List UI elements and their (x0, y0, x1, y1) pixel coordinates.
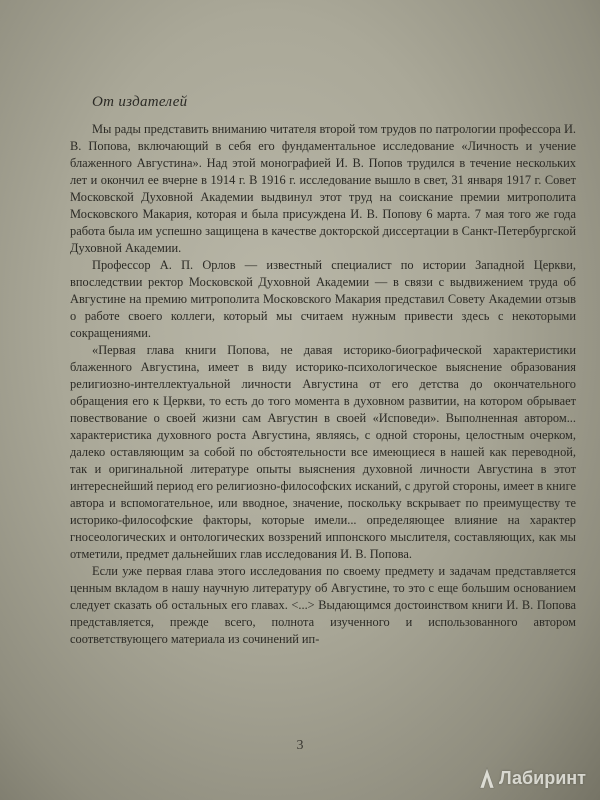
page-content (70, 94, 576, 648)
section-heading: От издателей (92, 94, 188, 110)
paragraph: Профессор А. П. Орлов — известный специалист по истории Западной Церкви, впоследствии ректор Московской Духовной Академии — в связи с выдвижением труда об Августине на премию митрополита Московского Макария представил Совету Академии отзыв о работе своего коллеги, который мы считаем нужным привести здесь с некоторыми сокращениями. (70, 258, 576, 340)
paragraph: «Первая глава книги Попова, не давая историко-биографической характеристики блаженного Августина, имеет в виду историко-психологическое выяснение образования религиозно-интеллектуальной личности Августина от его детства до окончательного обращения его к Церкви, то есть до того момента в духовном развитии, на котором обрывает повествование о своей жизни сам Августин в своей «Исповеди». Выполненная автором... характеристика духовного роста Августина, являясь, с одной стороны, целостным очерком, далеко оставляющим за собой по обстоятельности все имеющиеся в нашей как переводной, так и оригинальной литературе опыты выяснения духовной личности Августина в этот интереснейший период его религиозно-философских исканий, с другой стороны, имеет в книге автора и вспомогательное, или вводное, значение, поскольку вскрывает по преимуществу те историко-философские факторы, которые имели... определяющее влияние на характер гносеологических и онтологических воззрений иппонского мыслителя, составляющих, как мы отметили, предмет дальнейших глав исследования И. В. Попова. (70, 343, 576, 561)
watermark-logo (478, 766, 586, 790)
watermark-text: Лабиринт (498, 767, 586, 788)
paragraph: Мы рады представить вниманию читателя второй том трудов по патрологии профессора И. В. Попова, включающий в себя его фундаментальное исследование «Личность и учение блаженного Августина». Над этой монографией И. В. Попов трудился в течение нескольких лет и окончил ее вчерне в 1914 г. В 1916 г. исследование вышло в свет, 31 января 1917 г. Совет Московской Духовной Академии выдвинул этот труд на соискание премии митрополита Московского Макария, которая и была присуждена И. В. Попову 6 марта. 7 мая того же года работа была им успешно защищена в качестве докторской диссертации в Санкт-Петербургской Духовной Академии. (70, 122, 576, 255)
page-number: 3 (296, 738, 304, 753)
labyrinth-logo-icon (478, 766, 496, 790)
paragraph: Если уже первая глава этого исследования по своему предмету и задачам представляется ценным вкладом в нашу научную литературу об Августине, то это с еще большим основанием следует сказать об остальных его главах. <...> Выдающимся достоинством книги И. В. Попова представляется, прежде всего, полнота изученного и использованного автором соответствующего материала из сочинений ип- (70, 564, 576, 646)
